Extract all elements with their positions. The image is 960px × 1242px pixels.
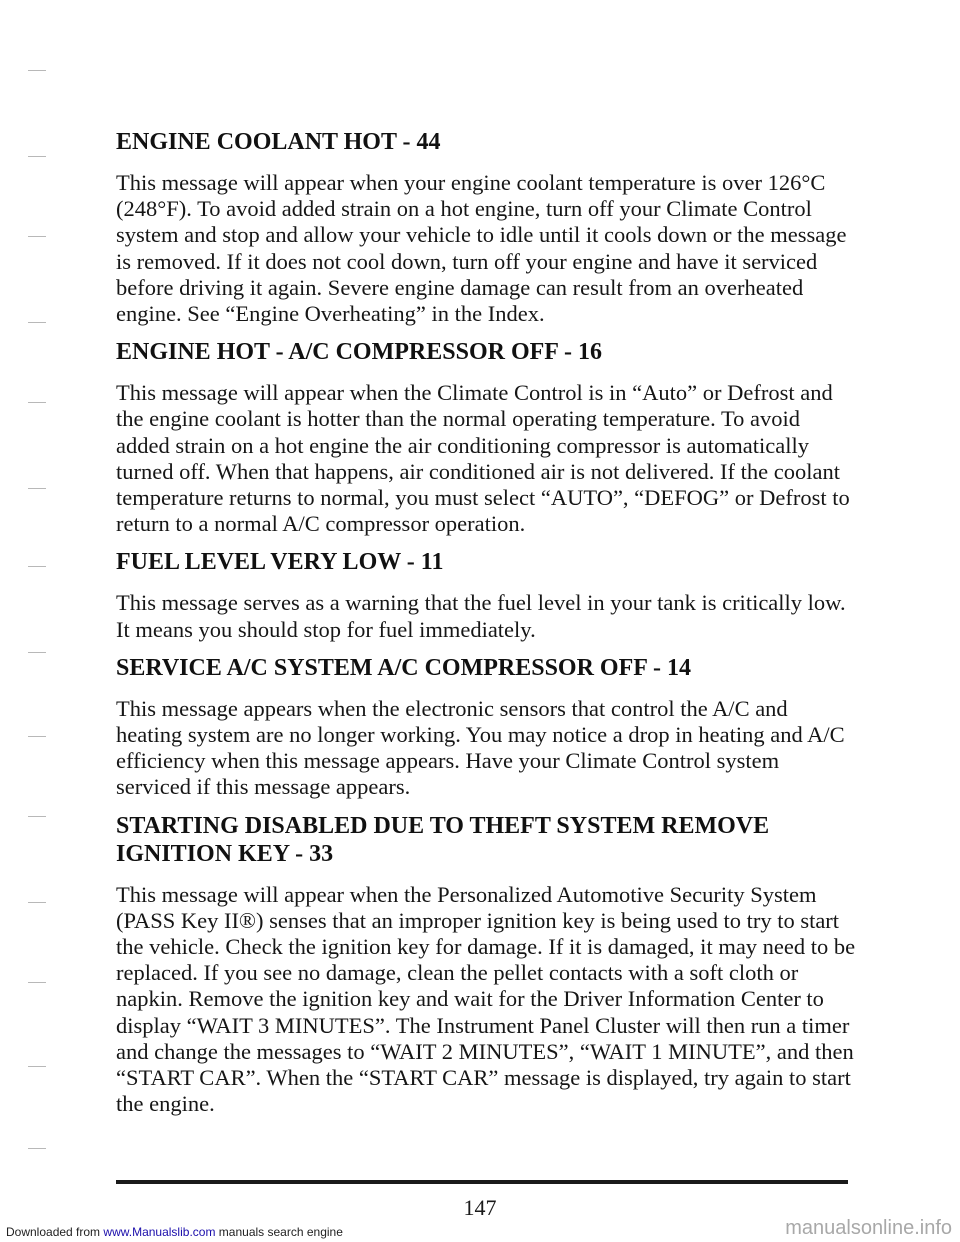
margin-tick [28, 1066, 46, 1067]
margin-tick [28, 816, 46, 817]
margin-tick [28, 736, 46, 737]
section-body: This message will appear when your engine coolant temperature is over 126°C (248°F). To avoid added strain on a hot engine, turn off your Climate Control system and stop and allow your vehicle to idle until it cools down or the message is removed. If it does not cool down, turn off your engine and have it serviced before driving it again. Severe engine damage can result from an overheated engine. See “Engine Overheating” in the Index. [116, 170, 847, 327]
margin-tick [28, 236, 46, 237]
footer-rule [116, 1180, 848, 1184]
margin-tick [28, 156, 46, 157]
page-number: 147 [463, 1195, 497, 1220]
margin-tick [28, 488, 46, 489]
section-body: This message will appear when the Climate Control is in “Auto” or Defrost and the engine coolant is hotter than the normal operating temperature. To avoid added strain on a hot engine the air conditioning compressor is automatically turned off. When that happens, air conditioned air is not delivered. If the coolant temperature returns to normal, you must select “AUTO”, “DEFOG” or Defrost to return to a normal A/C compressor operation. [116, 380, 850, 537]
download-watermark [6, 1225, 343, 1239]
section-body: This message appears when the electronic sensors that control the A/C and heating system are no longer working. You may notice a drop in heating and A/C efficiency when this message appears. Have your Climate Control system serviced if this message appears. [116, 695, 845, 800]
margin-tick [28, 982, 46, 983]
margin-tick [28, 1148, 46, 1149]
section-fuel-level-very-low [116, 548, 856, 642]
page-content [116, 128, 856, 1128]
section-starting-disabled [116, 812, 856, 1118]
manualslib-link[interactable]: www.Manualslib.com [103, 1225, 216, 1239]
margin-tick [28, 322, 46, 323]
section-heading: STARTING DISABLED DUE TO THEFT SYSTEM REMOVE IGNITION KEY - 33 [116, 812, 770, 867]
watermark-suffix: manuals search engine [218, 1225, 343, 1239]
section-heading: FUEL LEVEL VERY LOW - 11 [116, 549, 444, 576]
section-service-ac-system [116, 654, 856, 801]
margin-tick [28, 902, 46, 903]
section-heading: ENGINE HOT - A/C COMPRESSOR OFF - 16 [116, 339, 603, 366]
section-heading: ENGINE COOLANT HOT - 44 [116, 129, 441, 155]
margin-tick [28, 566, 46, 567]
margin-tick [28, 70, 46, 71]
margin-tick [28, 402, 46, 403]
site-watermark: manualsonline.info [785, 1217, 952, 1239]
margin-tick [28, 652, 46, 653]
section-engine-hot-ac-off [116, 338, 856, 537]
section-heading: SERVICE A/C SYSTEM A/C COMPRESSOR OFF - 14 [116, 654, 692, 681]
section-engine-coolant-hot [116, 128, 856, 327]
section-body: This message will appear when the Personalized Automotive Security System (PASS Key II®) senses that an improper ignition key is being used to try to start the vehicle. Check the ignition key for damage. If it is damaged, it may need to be replaced. If you see no damage, clean the pellet contacts with a soft cloth or napkin. Remove the ignition key and wait for the Driver Information Center to display “WAIT 3 MINUTES”. The Instrument Panel Cluster will then run a timer and change the messages to “WAIT 2 MINUTES”, “WAIT 1 MINUTE”, and then “START CAR”. When the “START CAR” message is displayed, try again to start the engine. [116, 881, 856, 1117]
watermark-prefix: Downloaded from [6, 1225, 101, 1239]
section-body: This message serves as a warning that the fuel level in your tank is critically low. It means you should stop for fuel immediately. [116, 590, 846, 642]
